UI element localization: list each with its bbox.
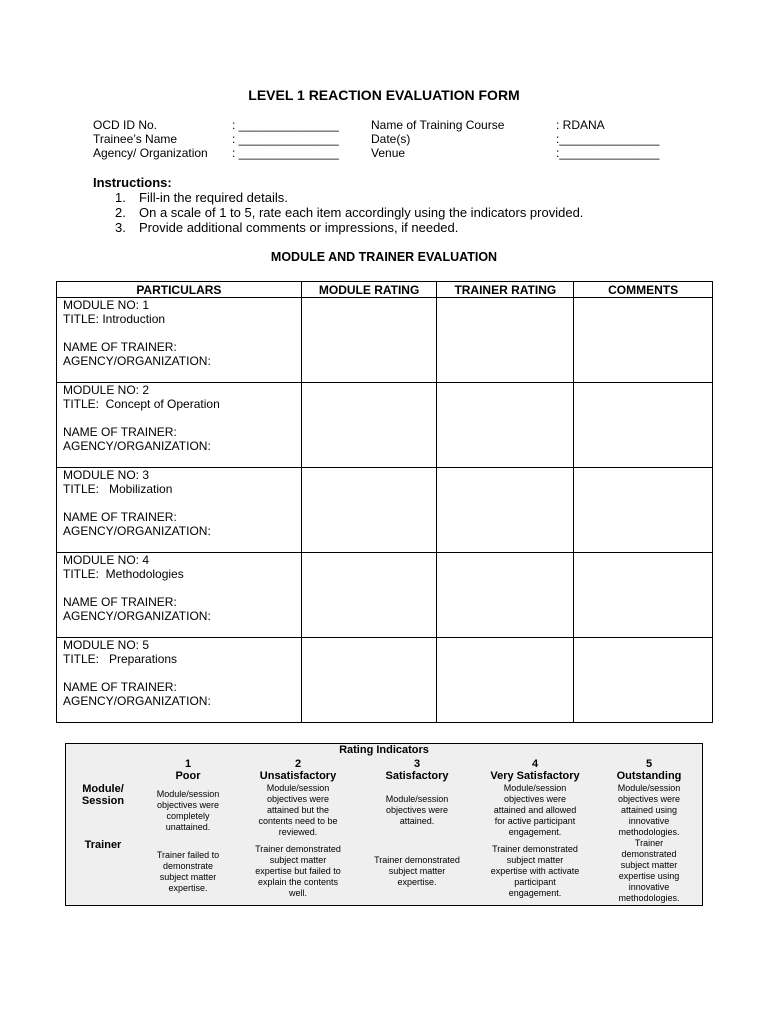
agency-label: AGENCY/ORGANIZATION: bbox=[63, 354, 211, 368]
module-number: MODULE NO: 3 bbox=[63, 468, 150, 482]
trainer-indicator-description: Trainer demonstrated subject matter expertise but failed to explain the contents well. bbox=[255, 844, 341, 898]
trainer-indicator-description: Trainer demonstrated subject matter expertise. bbox=[374, 855, 460, 887]
trainer-name-label: NAME OF TRAINER: bbox=[63, 595, 177, 609]
module-rating-cell[interactable] bbox=[301, 383, 437, 468]
rating-column-4 bbox=[480, 758, 590, 783]
header-label-ocd-id: OCD ID No. bbox=[93, 118, 158, 132]
trainer-name-label: NAME OF TRAINER: bbox=[63, 425, 177, 439]
trainer-rating-cell[interactable] bbox=[437, 468, 574, 553]
trainer-name-label: NAME OF TRAINER: bbox=[63, 510, 177, 524]
instruction-item bbox=[115, 190, 583, 205]
row-label-trainer: Trainer bbox=[84, 839, 122, 851]
comments-cell[interactable] bbox=[574, 638, 713, 723]
module-title: TITLE: Methodologies bbox=[63, 567, 184, 581]
header-label-training-course: Name of Training Course bbox=[371, 118, 505, 132]
instruction-item bbox=[115, 205, 583, 220]
module-rating-cell[interactable] bbox=[301, 298, 437, 383]
trainer-name-label: NAME OF TRAINER: bbox=[63, 340, 177, 354]
trainer-rating-cell[interactable] bbox=[437, 553, 574, 638]
table-row bbox=[57, 638, 713, 723]
header-label-dates: Date(s) bbox=[371, 132, 411, 146]
module-title: TITLE: Introduction bbox=[63, 312, 166, 326]
trainer-indicator-description: Trainer demonstrated subject matter expertise with activate participant engagement. bbox=[490, 844, 580, 898]
particulars-cell bbox=[57, 298, 302, 383]
table-row bbox=[57, 298, 713, 383]
rating-number: 2 bbox=[294, 758, 302, 770]
table-row bbox=[57, 553, 713, 638]
header-label-agency: Agency/ Organization bbox=[93, 146, 208, 160]
rating-name: Outstanding bbox=[616, 770, 682, 782]
rating-column-5 bbox=[600, 758, 698, 783]
comments-cell[interactable] bbox=[574, 298, 713, 383]
module-title: TITLE: Mobilization bbox=[63, 482, 173, 496]
comments-cell[interactable] bbox=[574, 468, 713, 553]
header-value-venue[interactable]: :_______________ bbox=[556, 146, 660, 160]
trainer-name-label: NAME OF TRAINER: bbox=[63, 680, 177, 694]
comments-cell[interactable] bbox=[574, 553, 713, 638]
rating-indicators-box bbox=[65, 743, 703, 906]
header-value-ocd-id[interactable]: : _______________ bbox=[232, 118, 339, 132]
column-header-module-rating: MODULE RATING bbox=[301, 282, 437, 298]
header-value-trainee-name[interactable]: : _______________ bbox=[232, 132, 339, 146]
module-number: MODULE NO: 1 bbox=[63, 298, 150, 312]
evaluation-table bbox=[56, 281, 713, 723]
instruction-text: Provide additional comments or impressions, if needed. bbox=[139, 220, 459, 235]
module-indicator-description: Module/session objectives were completely unattained. bbox=[156, 789, 220, 832]
module-number: MODULE NO: 2 bbox=[63, 383, 150, 397]
agency-label: AGENCY/ORGANIZATION: bbox=[63, 694, 211, 708]
agency-label: AGENCY/ORGANIZATION: bbox=[63, 439, 211, 453]
particulars-cell bbox=[57, 468, 302, 553]
rating-name: Satisfactory bbox=[385, 770, 449, 782]
table-header-row bbox=[57, 282, 713, 298]
module-indicator-description: Module/session objectives were attained. bbox=[385, 794, 449, 826]
rating-number: 1 bbox=[184, 758, 192, 770]
rating-column-2 bbox=[244, 758, 352, 783]
row-label-module-session: Module/ Session bbox=[81, 783, 125, 807]
rating-name: Poor bbox=[175, 770, 201, 782]
module-number: MODULE NO: 4 bbox=[63, 553, 150, 567]
header-value-training-course[interactable]: : RDANA bbox=[556, 118, 605, 132]
instruction-item bbox=[115, 220, 583, 235]
module-title: TITLE: Concept of Operation bbox=[63, 397, 220, 411]
header-value-agency[interactable]: : _______________ bbox=[232, 146, 339, 160]
module-title: TITLE: Preparations bbox=[63, 652, 178, 666]
instructions-list bbox=[115, 190, 583, 235]
particulars-cell bbox=[57, 638, 302, 723]
rating-column-1 bbox=[140, 758, 236, 783]
instruction-number: 1. bbox=[115, 190, 126, 205]
rating-name: Very Satisfactory bbox=[490, 770, 580, 782]
agency-label: AGENCY/ORGANIZATION: bbox=[63, 609, 211, 623]
section-title: MODULE AND TRAINER EVALUATION bbox=[270, 250, 498, 264]
header-label-venue: Venue bbox=[371, 146, 406, 160]
particulars-cell bbox=[57, 383, 302, 468]
module-rating-cell[interactable] bbox=[301, 553, 437, 638]
trainer-indicator-description: Trainer failed to demonstrate subject matter expertise. bbox=[156, 850, 220, 893]
rating-number: 3 bbox=[413, 758, 421, 770]
rating-indicators-title: Rating Indicators bbox=[339, 744, 429, 756]
module-rating-cell[interactable] bbox=[301, 468, 437, 553]
module-indicator-description: Module/session objectives were attained and allowed for active participant engagement. bbox=[493, 783, 577, 837]
rating-number: 5 bbox=[645, 758, 653, 770]
comments-cell[interactable] bbox=[574, 383, 713, 468]
module-indicator-description: Module/session objectives were attained using innovative methodologies. bbox=[617, 783, 681, 837]
agency-label: AGENCY/ORGANIZATION: bbox=[63, 524, 211, 538]
instructions-heading: Instructions: bbox=[93, 175, 172, 190]
header-label-trainee-name: Trainee’s Name bbox=[93, 132, 178, 146]
particulars-cell bbox=[57, 553, 302, 638]
column-header-trainer-rating: TRAINER RATING bbox=[437, 282, 574, 298]
trainer-rating-cell[interactable] bbox=[437, 638, 574, 723]
form-title: LEVEL 1 REACTION EVALUATION FORM bbox=[248, 87, 520, 103]
module-number: MODULE NO: 5 bbox=[63, 638, 150, 652]
module-rating-cell[interactable] bbox=[301, 638, 437, 723]
column-header-particulars: PARTICULARS bbox=[57, 282, 302, 298]
rating-column-3 bbox=[364, 758, 470, 783]
module-indicator-description: Module/session objectives were attained but the contents need to be reviewed. bbox=[258, 783, 338, 837]
instruction-text: On a scale of 1 to 5, rate each item accordingly using the indicators provided. bbox=[139, 205, 584, 220]
instruction-number: 3. bbox=[115, 220, 126, 235]
trainer-rating-cell[interactable] bbox=[437, 298, 574, 383]
rating-number: 4 bbox=[531, 758, 539, 770]
instruction-number: 2. bbox=[115, 205, 126, 220]
table-row bbox=[57, 383, 713, 468]
column-header-comments: COMMENTS bbox=[574, 282, 713, 298]
header-value-dates[interactable]: :_______________ bbox=[556, 132, 660, 146]
rating-name: Unsatisfactory bbox=[259, 770, 337, 782]
instruction-text: Fill-in the required details. bbox=[139, 190, 288, 205]
trainer-indicator-description: Trainer demonstrated subject matter expertise using innovative methodologies. bbox=[618, 838, 680, 903]
trainer-rating-cell[interactable] bbox=[437, 383, 574, 468]
table-row bbox=[57, 468, 713, 553]
